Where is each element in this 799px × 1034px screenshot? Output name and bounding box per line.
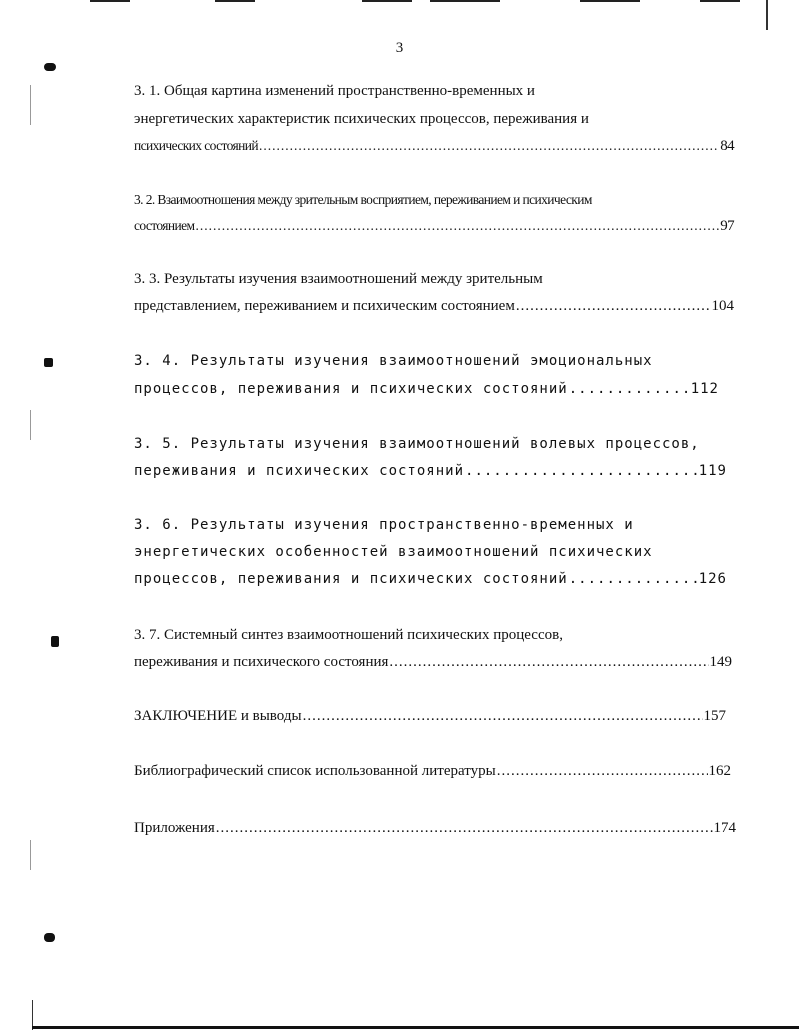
toc-entry-3-7[interactable] [134,654,732,671]
scan-edge-mark [90,0,130,2]
punch-hole-mark [44,358,53,367]
leader-dots [195,218,719,234]
punch-hole-mark [44,63,56,71]
scan-edge-line [30,840,31,870]
page-ref: 157 [703,708,726,724]
scan-edge-mark [362,0,412,2]
scan-edge-mark [215,0,255,2]
scan-edge-line [30,85,31,125]
toc-entry-3-4[interactable] [134,381,719,397]
toc-entry-line: 3. 3. Результаты изучения взаимоотношений между зрительным [134,271,543,287]
leader-dots [569,571,698,587]
toc-entry-line: 3. 4. Результаты изучения взаимоотношений эмоциональных [134,353,653,369]
scan-edge-mark [580,0,640,2]
leader-dots [259,138,719,154]
leader-dots [569,381,690,397]
leader-dots [516,298,711,315]
page-bottom-rule [32,1026,799,1029]
page-ref: 97 [720,218,734,234]
toc-entry-line: состоянием [134,218,195,233]
page-ref: 119 [698,463,727,479]
page-ref: 112 [690,381,719,397]
toc-entry-line: переживания и психического состояния [134,654,389,670]
page-ref: 149 [709,654,732,670]
toc-entry-line: процессов, переживания и психических состояний [134,571,568,587]
toc-entry-line: ЗАКЛЮЧЕНИЕ и выводы [134,708,302,724]
toc-entry-line: энергетических характеристик психических процессов, переживания и [134,111,589,127]
leader-dots [303,708,703,725]
toc-entry-line: представлением, переживанием и психическим состоянием [134,298,515,314]
leader-dots [465,463,698,479]
punch-hole-mark [51,636,59,647]
punch-hole-mark [44,933,55,942]
toc-entry-line: психических состояний [134,138,259,153]
toc-entry-line: переживания и психических состояний [134,463,465,479]
page-ref: 162 [708,763,731,779]
page-ref: 84 [720,138,734,154]
toc-entry-line: энергетических особенностей взаимоотношений психических [134,544,653,560]
toc-entry-line: процессов, переживания и психических состояний [134,381,568,397]
scan-edge-mark [430,0,500,2]
toc-entry-line: Библиографический список использованной литературы [134,763,496,779]
leader-dots [497,763,708,780]
leader-dots [216,820,713,837]
scan-edge-line [30,410,31,440]
toc-entry-line: Приложения [134,820,215,836]
toc-entry-3-3[interactable] [134,298,734,315]
toc-entry-bibliography[interactable] [134,763,731,780]
toc-entry-3-1[interactable] [134,138,734,155]
toc-entry-line: 3. 7. Системный синтез взаимоотношений психических процессов, [134,627,563,643]
toc-entry-line: 3. 6. Результаты изучения пространственно-временных и [134,517,634,533]
scan-edge-line [766,0,768,30]
scan-edge-mark [700,0,740,2]
leader-dots [389,654,708,671]
page-ref: 126 [698,571,727,587]
toc-entry-line: 3. 5. Результаты изучения взаимоотношений волевых процессов, [134,436,700,452]
toc-entry-3-6[interactable] [134,571,727,587]
toc-entry-3-5[interactable] [134,463,727,479]
toc-entry-line: 3. 1. Общая картина изменений пространственно-временных и [134,83,535,99]
toc-entry-3-2[interactable] [134,218,734,235]
toc-entry-conclusion[interactable] [134,708,726,725]
page-ref: 104 [711,298,734,314]
page-ref: 174 [713,820,736,836]
toc-entry-line: 3. 2. Взаимоотношения между зрительным восприятием, переживанием и психическим [134,192,592,207]
toc-entry-appendices[interactable] [134,820,736,837]
page-number: 3 [395,40,404,56]
